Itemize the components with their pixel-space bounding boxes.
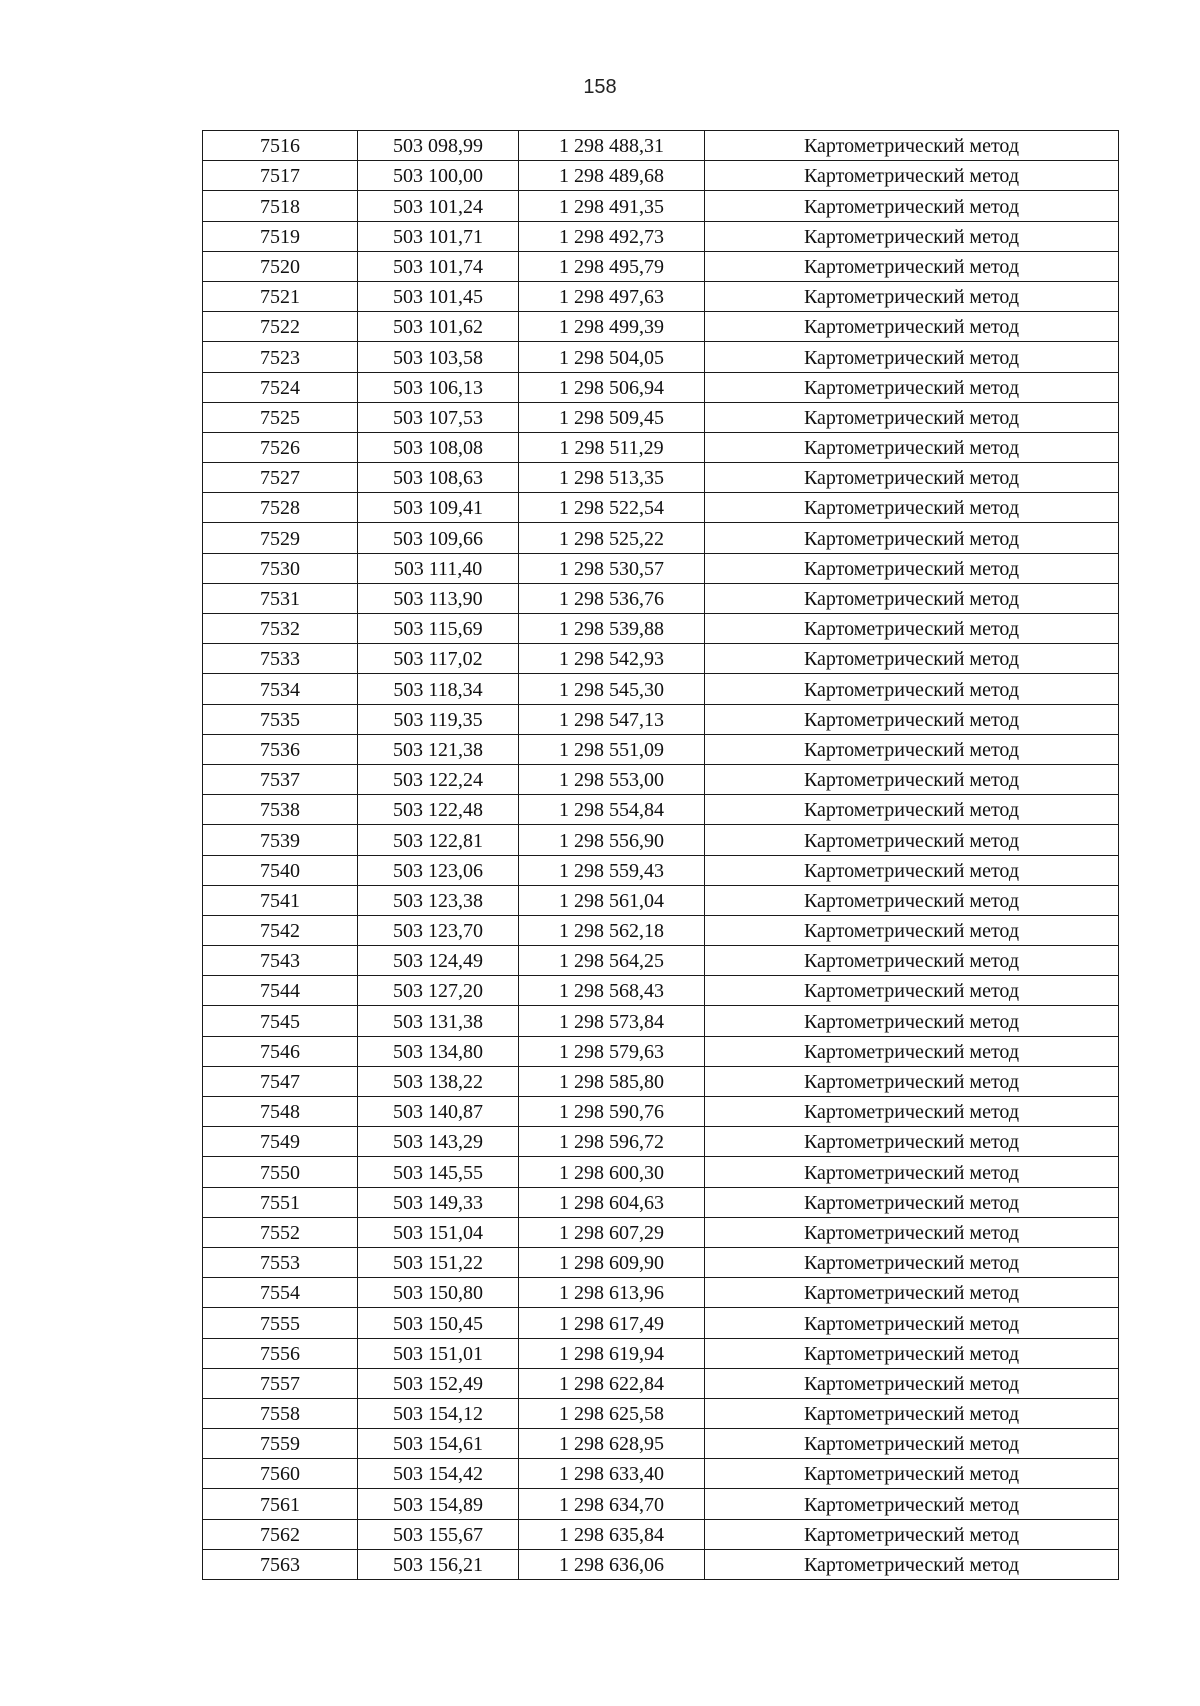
table-row bbox=[203, 1187, 1119, 1217]
x-coordinate-cell: 503 156,21 bbox=[358, 1549, 519, 1579]
x-coordinate-cell: 503 143,29 bbox=[358, 1127, 519, 1157]
x-coordinate-cell: 503 119,35 bbox=[358, 704, 519, 734]
x-coordinate-cell: 503 122,48 bbox=[358, 795, 519, 825]
y-coordinate-cell: 1 298 489,68 bbox=[519, 161, 705, 191]
method-cell: Картометрический метод bbox=[705, 1398, 1119, 1428]
x-coordinate-cell: 503 122,24 bbox=[358, 764, 519, 794]
x-coordinate-cell: 503 150,80 bbox=[358, 1278, 519, 1308]
x-coordinate-cell: 503 101,62 bbox=[358, 312, 519, 342]
y-coordinate-cell: 1 298 568,43 bbox=[519, 976, 705, 1006]
table-row bbox=[203, 644, 1119, 674]
table-row bbox=[203, 1489, 1119, 1519]
x-coordinate-cell: 503 123,38 bbox=[358, 885, 519, 915]
x-coordinate-cell: 503 154,42 bbox=[358, 1459, 519, 1489]
point-number-cell: 7558 bbox=[203, 1398, 358, 1428]
point-number-cell: 7547 bbox=[203, 1066, 358, 1096]
point-number-cell: 7560 bbox=[203, 1459, 358, 1489]
method-cell: Картометрический метод bbox=[705, 1217, 1119, 1247]
method-cell: Картометрический метод bbox=[705, 1066, 1119, 1096]
table-row bbox=[203, 1217, 1119, 1247]
x-coordinate-cell: 503 124,49 bbox=[358, 946, 519, 976]
table-row bbox=[203, 764, 1119, 794]
y-coordinate-cell: 1 298 604,63 bbox=[519, 1187, 705, 1217]
y-coordinate-cell: 1 298 622,84 bbox=[519, 1368, 705, 1398]
method-cell: Картометрический метод bbox=[705, 1429, 1119, 1459]
table-row bbox=[203, 1338, 1119, 1368]
table-row bbox=[203, 432, 1119, 462]
point-number-cell: 7517 bbox=[203, 161, 358, 191]
method-cell: Картометрический метод bbox=[705, 825, 1119, 855]
point-number-cell: 7531 bbox=[203, 583, 358, 613]
method-cell: Картометрический метод bbox=[705, 493, 1119, 523]
y-coordinate-cell: 1 298 556,90 bbox=[519, 825, 705, 855]
coordinates-table-body bbox=[203, 131, 1119, 1580]
y-coordinate-cell: 1 298 539,88 bbox=[519, 614, 705, 644]
x-coordinate-cell: 503 103,58 bbox=[358, 342, 519, 372]
point-number-cell: 7552 bbox=[203, 1217, 358, 1247]
x-coordinate-cell: 503 101,45 bbox=[358, 281, 519, 311]
point-number-cell: 7536 bbox=[203, 734, 358, 764]
method-cell: Картометрический метод bbox=[705, 523, 1119, 553]
page-number: 158 bbox=[583, 76, 617, 98]
y-coordinate-cell: 1 298 561,04 bbox=[519, 885, 705, 915]
method-cell: Картометрический метод bbox=[705, 583, 1119, 613]
point-number-cell: 7544 bbox=[203, 976, 358, 1006]
y-coordinate-cell: 1 298 511,29 bbox=[519, 432, 705, 462]
x-coordinate-cell: 503 118,34 bbox=[358, 674, 519, 704]
method-cell: Картометрический метод bbox=[705, 764, 1119, 794]
coordinates-table bbox=[202, 130, 1119, 1580]
point-number-cell: 7516 bbox=[203, 131, 358, 161]
method-cell: Картометрический метод bbox=[705, 191, 1119, 221]
y-coordinate-cell: 1 298 499,39 bbox=[519, 312, 705, 342]
x-coordinate-cell: 503 109,41 bbox=[358, 493, 519, 523]
x-coordinate-cell: 503 151,04 bbox=[358, 1217, 519, 1247]
table-row bbox=[203, 131, 1119, 161]
table-row bbox=[203, 1006, 1119, 1036]
table-row bbox=[203, 976, 1119, 1006]
table-row bbox=[203, 1157, 1119, 1187]
method-cell: Картометрический метод bbox=[705, 1036, 1119, 1066]
x-coordinate-cell: 503 121,38 bbox=[358, 734, 519, 764]
point-number-cell: 7529 bbox=[203, 523, 358, 553]
table-row bbox=[203, 614, 1119, 644]
y-coordinate-cell: 1 298 573,84 bbox=[519, 1006, 705, 1036]
method-cell: Картометрический метод bbox=[705, 1308, 1119, 1338]
y-coordinate-cell: 1 298 634,70 bbox=[519, 1489, 705, 1519]
point-number-cell: 7542 bbox=[203, 915, 358, 945]
x-coordinate-cell: 503 115,69 bbox=[358, 614, 519, 644]
point-number-cell: 7527 bbox=[203, 463, 358, 493]
table-row bbox=[203, 312, 1119, 342]
point-number-cell: 7551 bbox=[203, 1187, 358, 1217]
x-coordinate-cell: 503 098,99 bbox=[358, 131, 519, 161]
y-coordinate-cell: 1 298 562,18 bbox=[519, 915, 705, 945]
table-row bbox=[203, 946, 1119, 976]
y-coordinate-cell: 1 298 607,29 bbox=[519, 1217, 705, 1247]
point-number-cell: 7546 bbox=[203, 1036, 358, 1066]
method-cell: Картометрический метод bbox=[705, 1459, 1119, 1489]
table-row bbox=[203, 1308, 1119, 1338]
method-cell: Картометрический метод bbox=[705, 1338, 1119, 1368]
point-number-cell: 7557 bbox=[203, 1368, 358, 1398]
point-number-cell: 7541 bbox=[203, 885, 358, 915]
point-number-cell: 7562 bbox=[203, 1519, 358, 1549]
method-cell: Картометрический метод bbox=[705, 644, 1119, 674]
table-row bbox=[203, 161, 1119, 191]
x-coordinate-cell: 503 131,38 bbox=[358, 1006, 519, 1036]
y-coordinate-cell: 1 298 491,35 bbox=[519, 191, 705, 221]
method-cell: Картометрический метод bbox=[705, 221, 1119, 251]
table-row bbox=[203, 1066, 1119, 1096]
table-row bbox=[203, 372, 1119, 402]
method-cell: Картометрический метод bbox=[705, 885, 1119, 915]
table-row bbox=[203, 1247, 1119, 1277]
x-coordinate-cell: 503 151,22 bbox=[358, 1247, 519, 1277]
table-row bbox=[203, 463, 1119, 493]
table-row bbox=[203, 402, 1119, 432]
table-row bbox=[203, 674, 1119, 704]
x-coordinate-cell: 503 145,55 bbox=[358, 1157, 519, 1187]
point-number-cell: 7554 bbox=[203, 1278, 358, 1308]
method-cell: Картометрический метод bbox=[705, 463, 1119, 493]
table-row bbox=[203, 1278, 1119, 1308]
x-coordinate-cell: 503 134,80 bbox=[358, 1036, 519, 1066]
y-coordinate-cell: 1 298 625,58 bbox=[519, 1398, 705, 1428]
method-cell: Картометрический метод bbox=[705, 704, 1119, 734]
point-number-cell: 7540 bbox=[203, 855, 358, 885]
table-row bbox=[203, 523, 1119, 553]
point-number-cell: 7518 bbox=[203, 191, 358, 221]
table-row bbox=[203, 704, 1119, 734]
method-cell: Картометрический метод bbox=[705, 281, 1119, 311]
y-coordinate-cell: 1 298 506,94 bbox=[519, 372, 705, 402]
point-number-cell: 7521 bbox=[203, 281, 358, 311]
method-cell: Картометрический метод bbox=[705, 1157, 1119, 1187]
x-coordinate-cell: 503 107,53 bbox=[358, 402, 519, 432]
y-coordinate-cell: 1 298 635,84 bbox=[519, 1519, 705, 1549]
x-coordinate-cell: 503 111,40 bbox=[358, 553, 519, 583]
x-coordinate-cell: 503 113,90 bbox=[358, 583, 519, 613]
x-coordinate-cell: 503 122,81 bbox=[358, 825, 519, 855]
table-row bbox=[203, 1429, 1119, 1459]
table-row bbox=[203, 251, 1119, 281]
table-row bbox=[203, 915, 1119, 945]
y-coordinate-cell: 1 298 613,96 bbox=[519, 1278, 705, 1308]
y-coordinate-cell: 1 298 600,30 bbox=[519, 1157, 705, 1187]
y-coordinate-cell: 1 298 509,45 bbox=[519, 402, 705, 432]
x-coordinate-cell: 503 109,66 bbox=[358, 523, 519, 553]
y-coordinate-cell: 1 298 492,73 bbox=[519, 221, 705, 251]
point-number-cell: 7535 bbox=[203, 704, 358, 734]
method-cell: Картометрический метод bbox=[705, 432, 1119, 462]
method-cell: Картометрический метод bbox=[705, 1278, 1119, 1308]
x-coordinate-cell: 503 101,24 bbox=[358, 191, 519, 221]
table-row bbox=[203, 583, 1119, 613]
table-row bbox=[203, 281, 1119, 311]
y-coordinate-cell: 1 298 495,79 bbox=[519, 251, 705, 281]
x-coordinate-cell: 503 106,13 bbox=[358, 372, 519, 402]
point-number-cell: 7523 bbox=[203, 342, 358, 372]
method-cell: Картометрический метод bbox=[705, 342, 1119, 372]
x-coordinate-cell: 503 108,08 bbox=[358, 432, 519, 462]
y-coordinate-cell: 1 298 619,94 bbox=[519, 1338, 705, 1368]
method-cell: Картометрический метод bbox=[705, 1097, 1119, 1127]
point-number-cell: 7555 bbox=[203, 1308, 358, 1338]
method-cell: Картометрический метод bbox=[705, 795, 1119, 825]
table-row bbox=[203, 1097, 1119, 1127]
table-row bbox=[203, 1398, 1119, 1428]
y-coordinate-cell: 1 298 497,63 bbox=[519, 281, 705, 311]
method-cell: Картометрический метод bbox=[705, 1368, 1119, 1398]
table-row bbox=[203, 493, 1119, 523]
table-row bbox=[203, 1549, 1119, 1579]
method-cell: Картометрический метод bbox=[705, 734, 1119, 764]
table-row bbox=[203, 795, 1119, 825]
x-coordinate-cell: 503 154,61 bbox=[358, 1429, 519, 1459]
method-cell: Картометрический метод bbox=[705, 251, 1119, 281]
table-row bbox=[203, 885, 1119, 915]
method-cell: Картометрический метод bbox=[705, 131, 1119, 161]
method-cell: Картометрический метод bbox=[705, 614, 1119, 644]
x-coordinate-cell: 503 154,12 bbox=[358, 1398, 519, 1428]
table-row bbox=[203, 191, 1119, 221]
point-number-cell: 7538 bbox=[203, 795, 358, 825]
method-cell: Картометрический метод bbox=[705, 1006, 1119, 1036]
y-coordinate-cell: 1 298 525,22 bbox=[519, 523, 705, 553]
point-number-cell: 7533 bbox=[203, 644, 358, 674]
method-cell: Картометрический метод bbox=[705, 1489, 1119, 1519]
table-row bbox=[203, 1036, 1119, 1066]
method-cell: Картометрический метод bbox=[705, 1187, 1119, 1217]
y-coordinate-cell: 1 298 636,06 bbox=[519, 1549, 705, 1579]
y-coordinate-cell: 1 298 579,63 bbox=[519, 1036, 705, 1066]
method-cell: Картометрический метод bbox=[705, 946, 1119, 976]
table-row bbox=[203, 825, 1119, 855]
y-coordinate-cell: 1 298 628,95 bbox=[519, 1429, 705, 1459]
y-coordinate-cell: 1 298 554,84 bbox=[519, 795, 705, 825]
point-number-cell: 7543 bbox=[203, 946, 358, 976]
point-number-cell: 7561 bbox=[203, 1489, 358, 1519]
method-cell: Картометрический метод bbox=[705, 1127, 1119, 1157]
y-coordinate-cell: 1 298 609,90 bbox=[519, 1247, 705, 1277]
x-coordinate-cell: 503 127,20 bbox=[358, 976, 519, 1006]
y-coordinate-cell: 1 298 564,25 bbox=[519, 946, 705, 976]
x-coordinate-cell: 503 100,00 bbox=[358, 161, 519, 191]
table-row bbox=[203, 855, 1119, 885]
y-coordinate-cell: 1 298 542,93 bbox=[519, 644, 705, 674]
y-coordinate-cell: 1 298 545,30 bbox=[519, 674, 705, 704]
x-coordinate-cell: 503 101,74 bbox=[358, 251, 519, 281]
table-row bbox=[203, 1368, 1119, 1398]
method-cell: Картометрический метод bbox=[705, 1519, 1119, 1549]
y-coordinate-cell: 1 298 617,49 bbox=[519, 1308, 705, 1338]
method-cell: Картометрический метод bbox=[705, 674, 1119, 704]
x-coordinate-cell: 503 140,87 bbox=[358, 1097, 519, 1127]
table-row bbox=[203, 1519, 1119, 1549]
method-cell: Картометрический метод bbox=[705, 372, 1119, 402]
point-number-cell: 7563 bbox=[203, 1549, 358, 1579]
y-coordinate-cell: 1 298 596,72 bbox=[519, 1127, 705, 1157]
method-cell: Картометрический метод bbox=[705, 1549, 1119, 1579]
point-number-cell: 7549 bbox=[203, 1127, 358, 1157]
y-coordinate-cell: 1 298 530,57 bbox=[519, 553, 705, 583]
y-coordinate-cell: 1 298 585,80 bbox=[519, 1066, 705, 1096]
x-coordinate-cell: 503 154,89 bbox=[358, 1489, 519, 1519]
x-coordinate-cell: 503 108,63 bbox=[358, 463, 519, 493]
point-number-cell: 7532 bbox=[203, 614, 358, 644]
point-number-cell: 7545 bbox=[203, 1006, 358, 1036]
point-number-cell: 7520 bbox=[203, 251, 358, 281]
x-coordinate-cell: 503 123,70 bbox=[358, 915, 519, 945]
method-cell: Картометрический метод bbox=[705, 161, 1119, 191]
table-row bbox=[203, 342, 1119, 372]
point-number-cell: 7530 bbox=[203, 553, 358, 583]
x-coordinate-cell: 503 101,71 bbox=[358, 221, 519, 251]
method-cell: Картометрический метод bbox=[705, 915, 1119, 945]
x-coordinate-cell: 503 152,49 bbox=[358, 1368, 519, 1398]
y-coordinate-cell: 1 298 553,00 bbox=[519, 764, 705, 794]
point-number-cell: 7525 bbox=[203, 402, 358, 432]
table-row bbox=[203, 553, 1119, 583]
x-coordinate-cell: 503 155,67 bbox=[358, 1519, 519, 1549]
y-coordinate-cell: 1 298 590,76 bbox=[519, 1097, 705, 1127]
table-row bbox=[203, 1127, 1119, 1157]
y-coordinate-cell: 1 298 513,35 bbox=[519, 463, 705, 493]
y-coordinate-cell: 1 298 559,43 bbox=[519, 855, 705, 885]
y-coordinate-cell: 1 298 522,54 bbox=[519, 493, 705, 523]
point-number-cell: 7537 bbox=[203, 764, 358, 794]
y-coordinate-cell: 1 298 488,31 bbox=[519, 131, 705, 161]
x-coordinate-cell: 503 117,02 bbox=[358, 644, 519, 674]
x-coordinate-cell: 503 151,01 bbox=[358, 1338, 519, 1368]
point-number-cell: 7522 bbox=[203, 312, 358, 342]
point-number-cell: 7559 bbox=[203, 1429, 358, 1459]
method-cell: Картометрический метод bbox=[705, 312, 1119, 342]
y-coordinate-cell: 1 298 536,76 bbox=[519, 583, 705, 613]
method-cell: Картометрический метод bbox=[705, 855, 1119, 885]
point-number-cell: 7526 bbox=[203, 432, 358, 462]
point-number-cell: 7550 bbox=[203, 1157, 358, 1187]
point-number-cell: 7539 bbox=[203, 825, 358, 855]
method-cell: Картометрический метод bbox=[705, 1247, 1119, 1277]
y-coordinate-cell: 1 298 633,40 bbox=[519, 1459, 705, 1489]
method-cell: Картометрический метод bbox=[705, 402, 1119, 432]
point-number-cell: 7528 bbox=[203, 493, 358, 523]
x-coordinate-cell: 503 138,22 bbox=[358, 1066, 519, 1096]
table-row bbox=[203, 1459, 1119, 1489]
table-row bbox=[203, 734, 1119, 764]
point-number-cell: 7556 bbox=[203, 1338, 358, 1368]
point-number-cell: 7548 bbox=[203, 1097, 358, 1127]
y-coordinate-cell: 1 298 547,13 bbox=[519, 704, 705, 734]
x-coordinate-cell: 503 150,45 bbox=[358, 1308, 519, 1338]
method-cell: Картометрический метод bbox=[705, 976, 1119, 1006]
point-number-cell: 7553 bbox=[203, 1247, 358, 1277]
point-number-cell: 7524 bbox=[203, 372, 358, 402]
point-number-cell: 7519 bbox=[203, 221, 358, 251]
y-coordinate-cell: 1 298 551,09 bbox=[519, 734, 705, 764]
x-coordinate-cell: 503 123,06 bbox=[358, 855, 519, 885]
point-number-cell: 7534 bbox=[203, 674, 358, 704]
table-row bbox=[203, 221, 1119, 251]
x-coordinate-cell: 503 149,33 bbox=[358, 1187, 519, 1217]
method-cell: Картометрический метод bbox=[705, 553, 1119, 583]
y-coordinate-cell: 1 298 504,05 bbox=[519, 342, 705, 372]
